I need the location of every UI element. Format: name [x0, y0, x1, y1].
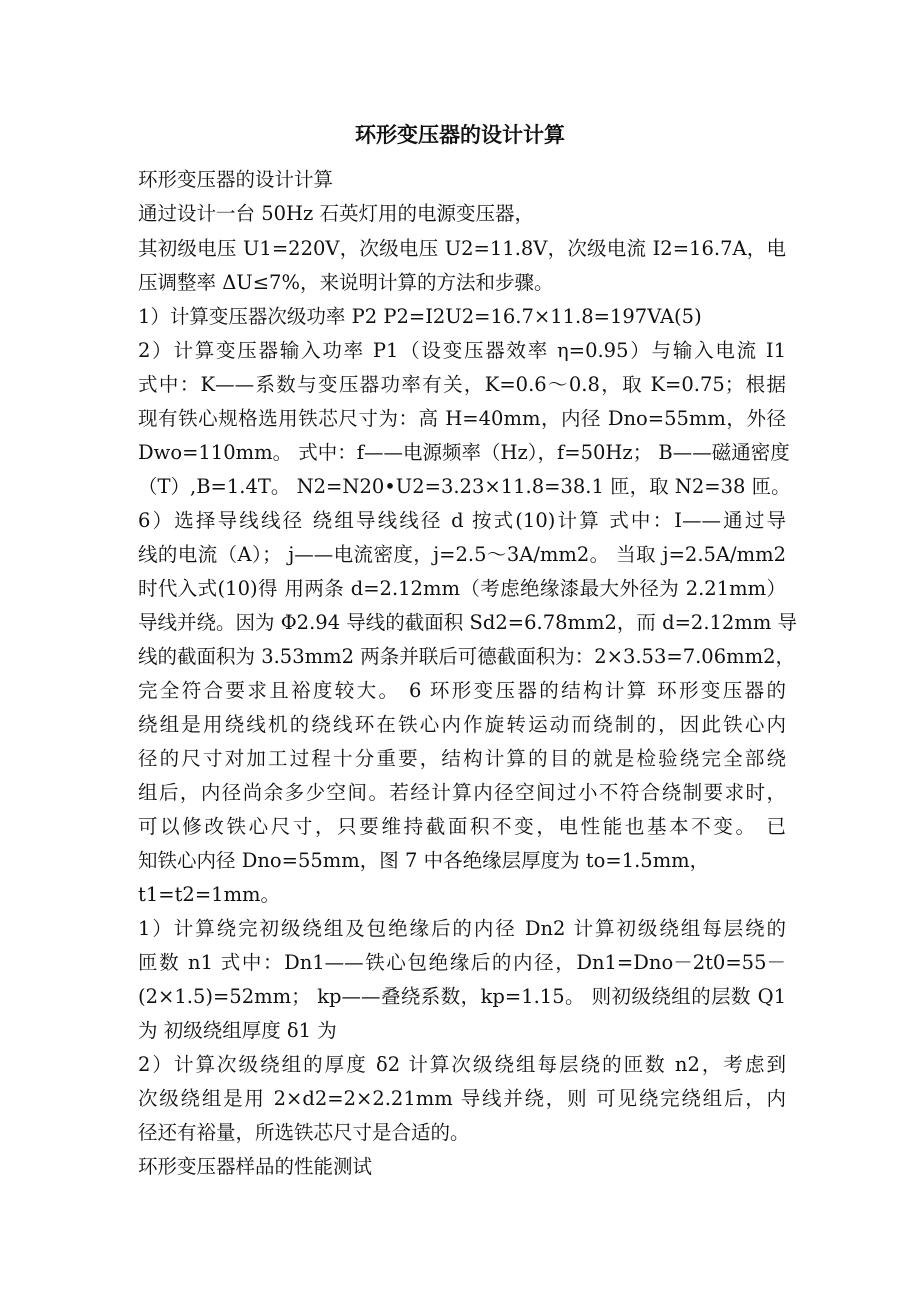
text-line: 1）计算变压器次级功率 P2 P2=I2U2=16.7×11.8=197VA(5): [138, 305, 702, 328]
text-line: 知铁心内径 Dno=55mm，图 7 中各绝缘层厚度为 to=1.5mm，: [138, 849, 710, 872]
text-line: （T）,B=1.4T。 N2=N20•U2=3.23×11.8=38.1 匝，取 N2=38 匝。: [138, 475, 791, 498]
text-line: 时代入式(10)得 用两条 d=2.12mm（考虑绝缘漆最大外径为 2.21mm）: [138, 577, 786, 600]
text-line: 2）计算次级绕组的厚度 δ2 计算次级绕组每层绕的匝数 n2，考虑到: [138, 1053, 786, 1076]
text-line: 环形变压器样品的性能测试: [138, 1155, 373, 1178]
text-line: t1=t2=1mm。: [138, 883, 281, 906]
text-line: 通过设计一台 50Hz 石英灯用的电源变压器，: [138, 202, 534, 225]
text-line: 径的尺寸对加工过程十分重要，结构计算的目的就是检验绕完全部绕: [138, 747, 786, 770]
text-line: 现有铁心规格选用铁芯尺寸为：高 H=40mm，内径 Dno=55mm，外径: [138, 407, 786, 430]
text-line: 可以修改铁心尺寸，只要维持截面积不变，电性能也基本不变。 已: [138, 815, 786, 838]
text-line: 6）选择导线线径 绕组导线线径 d 按式(10)计算 式中：I——通过导: [138, 509, 786, 532]
text-line: 1）计算绕完初级绕组及包绝缘后的内径 Dn2 计算初级绕组每层绕的: [138, 917, 786, 940]
text-line: 组后，内径尚余多少空间。若经计算内径空间过小不符合绕制要求时，: [138, 781, 786, 804]
text-line: 压调整率 ΔU≤7%，来说明计算的方法和步骤。: [138, 271, 554, 294]
text-line: 次级绕组是用 2×d2=2×2.21mm 导线并绕，则 可见绕完绕组后，内: [138, 1087, 786, 1110]
text-line: 匝数 n1 式中：Dn1——铁心包绝缘后的内径，Dn1=Dno－2t0=55－: [138, 951, 786, 974]
text-line: 导线并绕。因为 Φ2.94 导线的截面积 Sd2=6.78mm2，而 d=2.12mm 导: [138, 611, 798, 634]
document-title: 环形变压器的设计计算: [355, 122, 565, 147]
text-line: Dwo=110mm。 式中：f——电源频率（Hz），f=50Hz； B——磁通密度: [138, 441, 790, 464]
text-line: 绕组是用绕线机的绕线环在铁心内作旋转运动而绕制的，因此铁心内: [138, 713, 786, 736]
text-line: 线的电流（A）； j——电流密度，j=2.5～3A/mm2。 当取 j=2.5A/mm2: [138, 543, 786, 566]
text-line: (2×1.5)=52mm； kp——叠绕系数，kp=1.15。 则初级绕组的层数 Q1: [138, 985, 786, 1008]
text-line: 线的截面积为 3.53mm2 两条并联后可德截面积为：2×3.53=7.06mm2，: [138, 645, 796, 668]
text-line: 径还有裕量，所选铁芯尺寸是合适的。: [138, 1121, 470, 1144]
text-line: 环形变压器的设计计算: [138, 168, 334, 191]
text-line: 其初级电压 U1=220V，次级电压 U2=11.8V，次级电流 I2=16.7A，电: [138, 237, 786, 260]
text-line: 2）计算变压器输入功率 P1（设变压器效率 η=0.95）与输入电流 I1: [138, 339, 786, 362]
text-line: 为 初级绕组厚度 δ1 为: [138, 1019, 337, 1042]
text-line: 完全符合要求且裕度较大。 6 环形变压器的结构计算 环形变压器的: [138, 679, 786, 702]
text-line: 式中：K——系数与变压器功率有关，K=0.6～0.8，取 K=0.75；根据: [138, 373, 786, 396]
